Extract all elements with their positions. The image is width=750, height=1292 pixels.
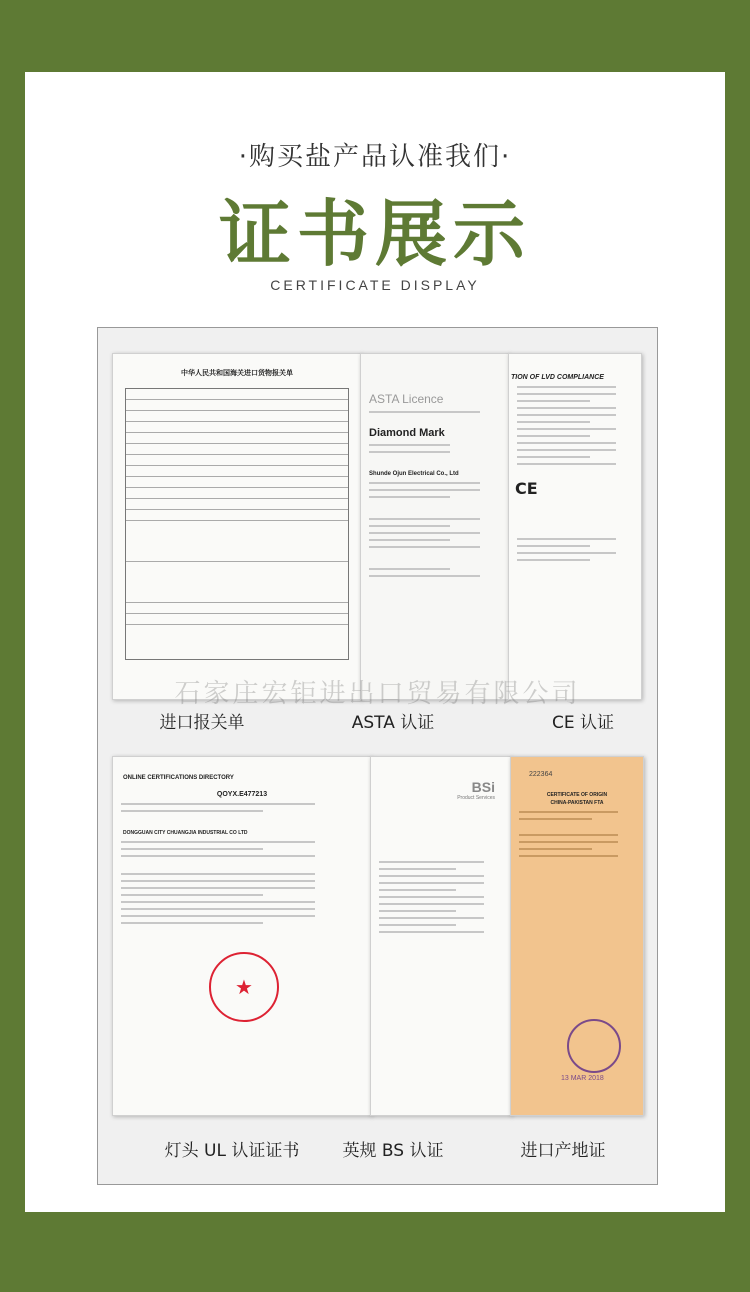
caption-ul: 灯头 UL 认证证书 [164,1141,300,1161]
certificate-gallery [97,327,658,1185]
red-seal-icon: ★ [209,952,279,1022]
ce-compliance-document [508,353,642,700]
page-subtitle: ·购买盐产品认准我们· [238,142,512,172]
asta-licence-document [360,353,510,700]
certificate-of-origin-document [510,756,644,1116]
doc-subheading: Diamond Mark [369,427,445,439]
doc-code: QOYX.E477213 [216,791,268,798]
page-title: 证书展示 [218,192,531,276]
customs-declaration-document [112,353,362,700]
page-english-title: CERTIFICATE DISPLAY [270,277,480,293]
doc-company: Shunde Ojun Electrical Co., Ltd [369,471,459,477]
purple-seal-icon [567,1019,621,1073]
doc-heading: TION OF LVD COMPLIANCE [511,374,604,381]
caption-asta: ASTA 认证 [351,713,435,733]
doc-heading: CERTIFICATE OF ORIGIN [546,792,608,798]
content-card [25,72,725,1212]
doc-heading: 中华人民共和国海关进口货物报关单 [181,370,293,377]
bs-certificate-document [370,756,512,1116]
doc-heading: ASTA Licence [369,392,444,406]
doc-number: 222364 [529,771,553,778]
doc-heading: BSi [471,779,495,795]
doc-heading: ONLINE CERTIFICATIONS DIRECTORY [123,775,234,781]
doc-date: 13 MAR 2018 [561,1075,604,1082]
ce-mark-icon: CE [515,479,538,498]
caption-customs-declaration: 进口报关单 [159,713,245,733]
doc-subheading: CHINA-PAKISTAN FTA [550,800,604,806]
company-watermark: 石家庄宏钜进出口贸易有限公司 [174,679,581,709]
caption-bs: 英规 BS 认证 [342,1141,444,1161]
caption-origin: 进口产地证 [520,1141,606,1161]
doc-subheading: Product Services [457,795,495,801]
declaration-table [125,388,349,660]
ul-certificate-document [112,756,372,1116]
caption-ce: CE 认证 [551,713,614,733]
doc-company: DONGGUAN CITY CHUANGJIA INDUSTRIAL CO LTD [123,830,248,836]
